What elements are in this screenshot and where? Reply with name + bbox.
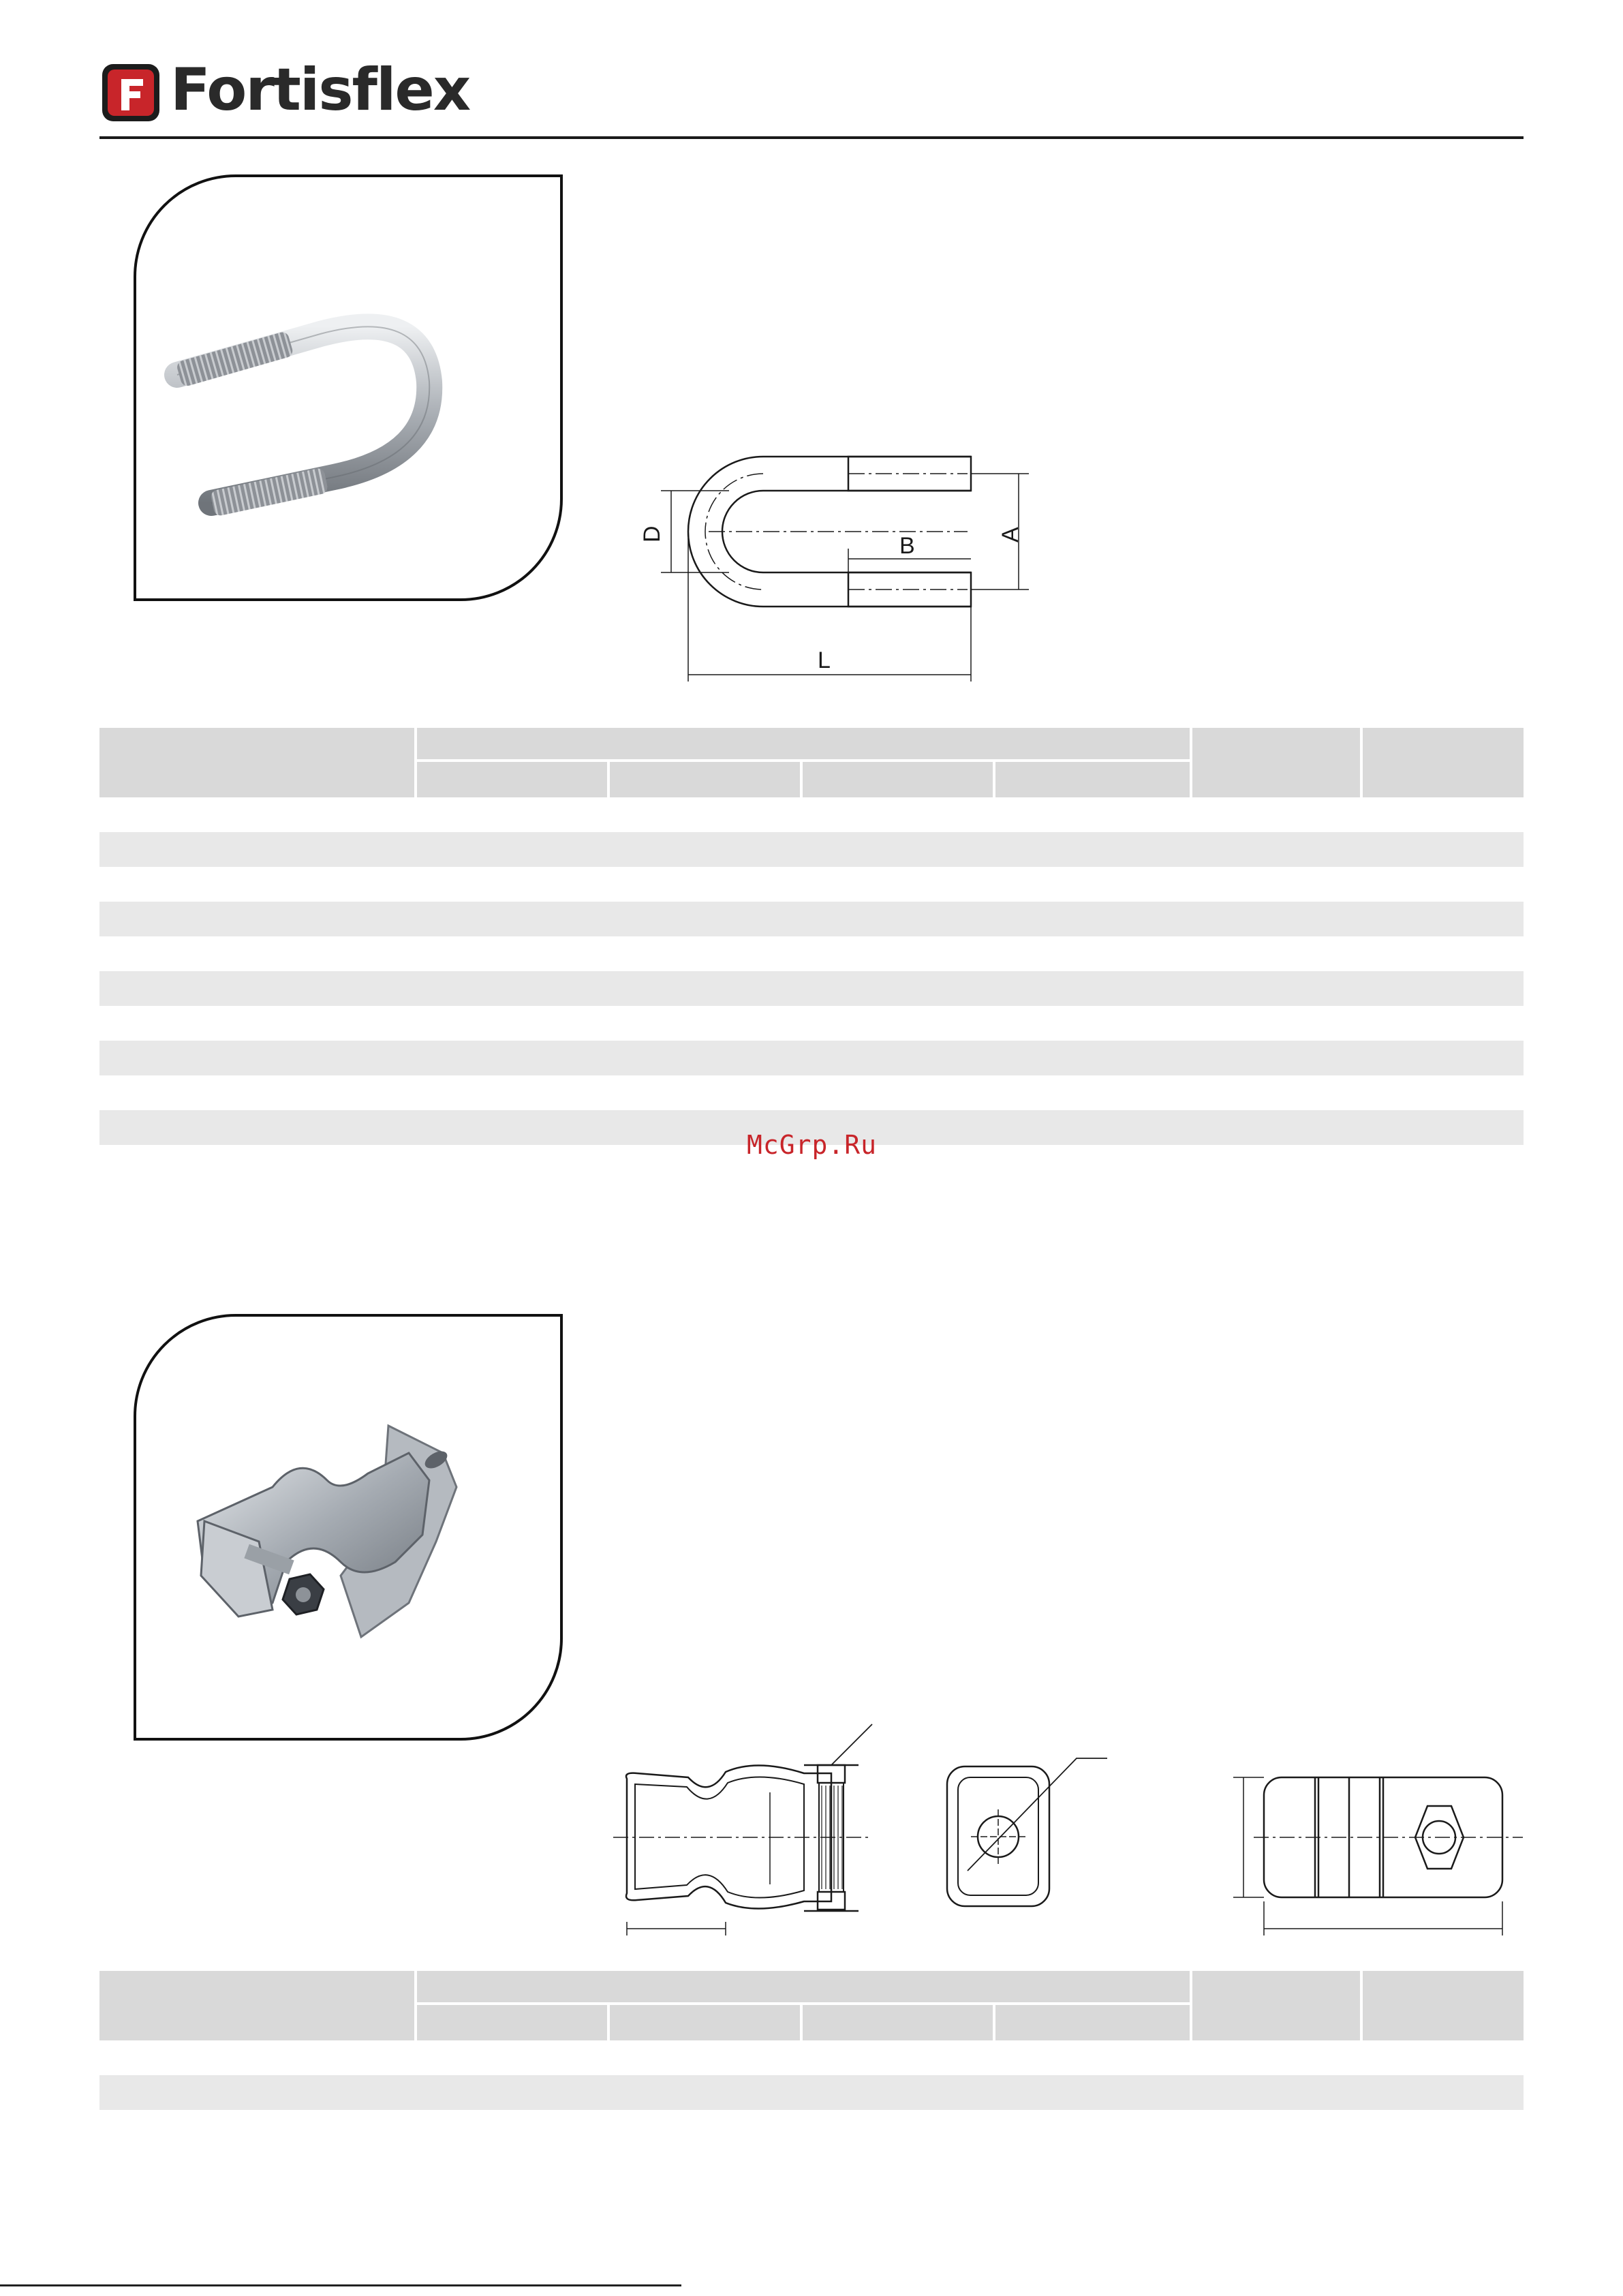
table-header xyxy=(99,1971,1524,2040)
table-row xyxy=(99,2040,1524,2075)
u-bolt-product-photo xyxy=(134,174,563,601)
header-cell-dim-4 xyxy=(995,2005,1190,2040)
dim-label-d: D xyxy=(639,525,665,542)
table-row xyxy=(99,902,1524,936)
table-row xyxy=(99,797,1524,832)
header-cell-dim-2 xyxy=(610,762,800,797)
dim-label-a: A xyxy=(998,527,1023,542)
table-row xyxy=(99,832,1524,867)
dim-label-b: B xyxy=(899,533,915,559)
header-cell-dim-1 xyxy=(417,2005,607,2040)
header-cell-dim-4 xyxy=(995,762,1190,797)
table-row xyxy=(99,1041,1524,1075)
u-bolt-spec-table xyxy=(99,728,1524,1145)
table-row xyxy=(99,867,1524,902)
header-cell-name xyxy=(99,728,414,797)
footer-divider xyxy=(0,2284,681,2286)
header-cell-dimensions-group xyxy=(417,1971,1190,2002)
dim-label-l: L xyxy=(818,647,831,673)
header-cell-dim-2 xyxy=(610,2005,800,2040)
header-cell-name xyxy=(99,1971,414,2040)
header-divider xyxy=(99,136,1524,139)
brand-logo-icon xyxy=(101,63,161,123)
table-row xyxy=(99,1075,1524,1110)
table-row xyxy=(99,1006,1524,1041)
header-cell-col-7 xyxy=(1363,1971,1524,2040)
watermark: McGrp.Ru xyxy=(747,1130,878,1160)
pipe-clamp-spec-table xyxy=(99,1971,1524,2110)
header-cell-dim-3 xyxy=(803,762,993,797)
u-bolt-dimension-drawing xyxy=(613,436,1036,695)
header-cell-col-7 xyxy=(1363,728,1524,797)
pipe-clamp-product-photo xyxy=(134,1314,563,1741)
table-header xyxy=(99,728,1524,797)
header-cell-col-6 xyxy=(1192,1971,1360,2040)
header-cell-col-6 xyxy=(1192,728,1360,797)
header-cell-dim-1 xyxy=(417,762,607,797)
brand-name: Fortisflex xyxy=(170,56,470,124)
header-cell-dim-3 xyxy=(803,2005,993,2040)
table-row xyxy=(99,936,1524,971)
table-row xyxy=(99,2075,1524,2110)
table-row xyxy=(99,971,1524,1006)
pipe-clamp-dimension-drawing xyxy=(600,1717,1533,1949)
header-cell-dimensions-group xyxy=(417,728,1190,759)
